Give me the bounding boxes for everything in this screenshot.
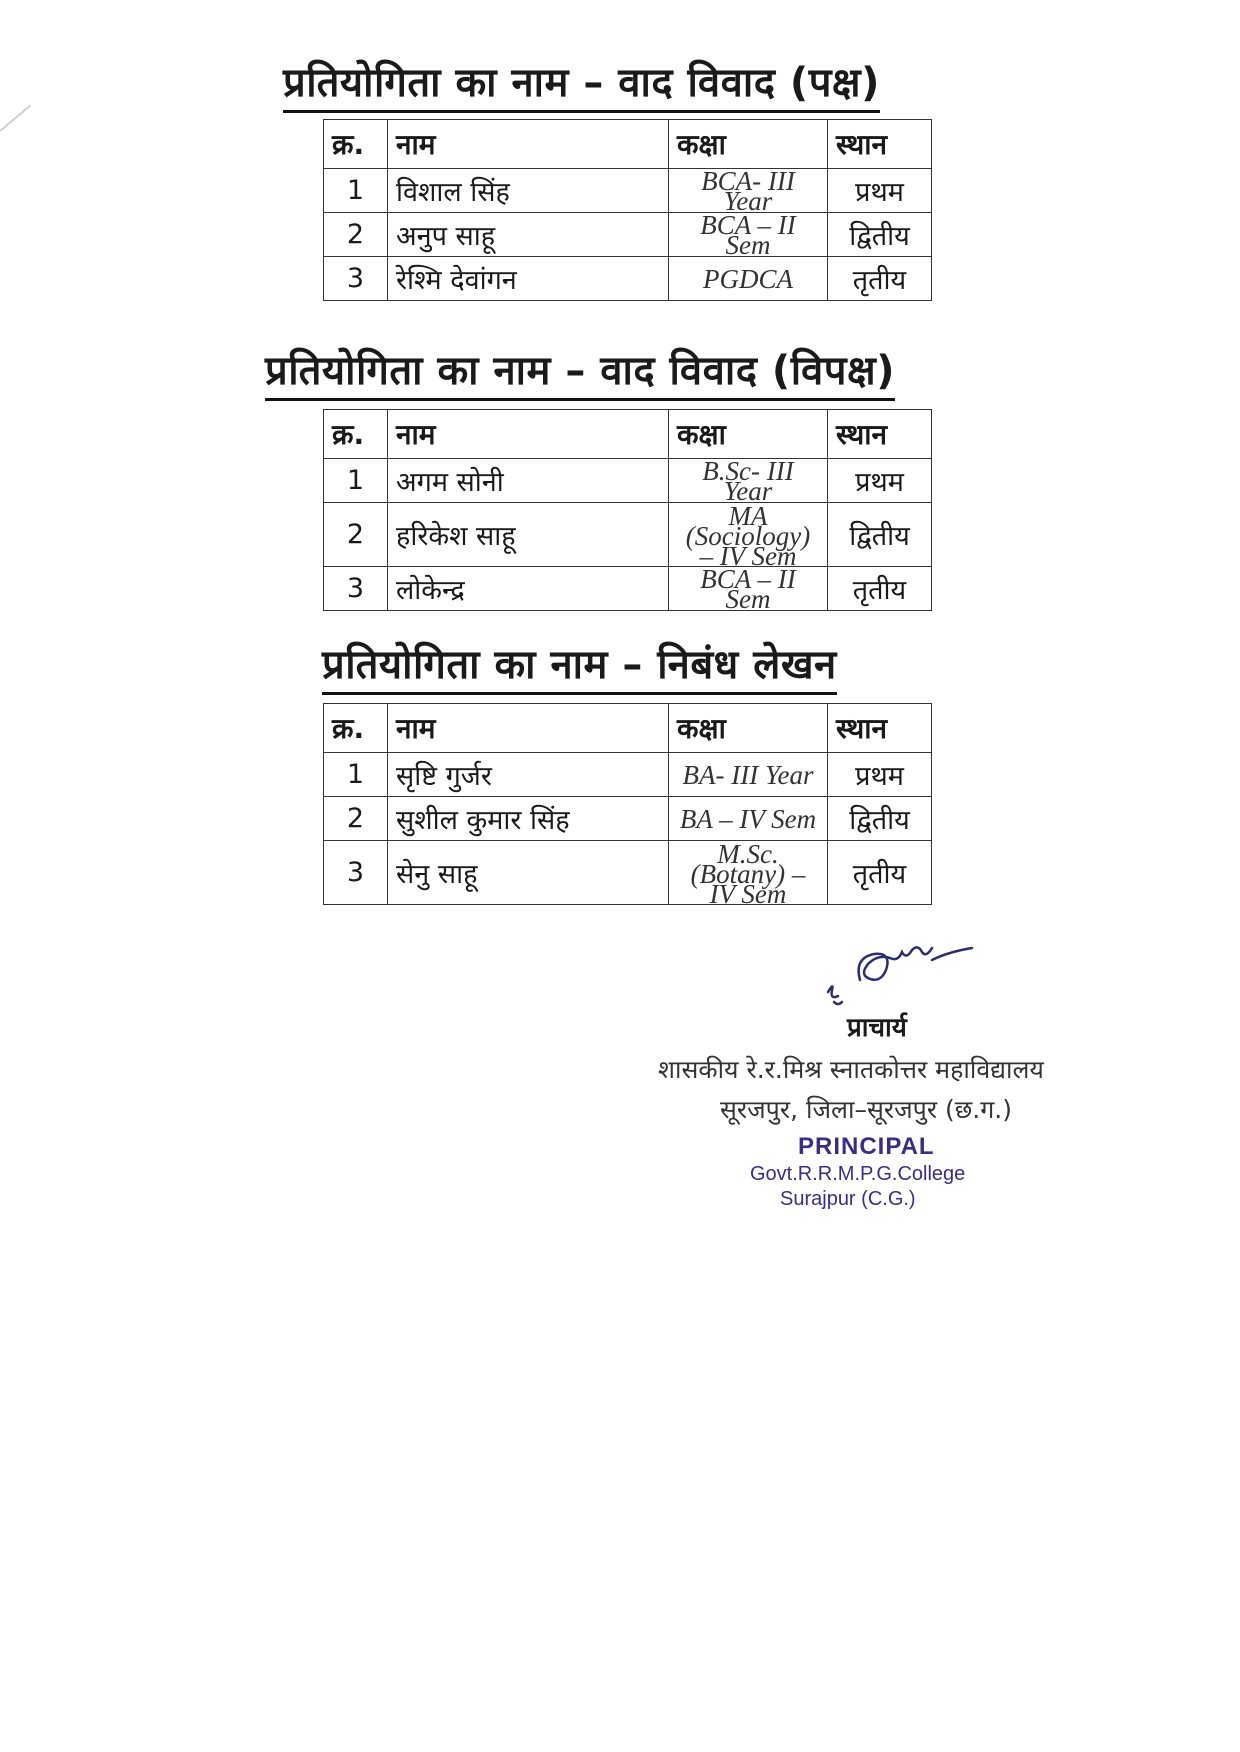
class-cell: BCA – II Sem [669,567,828,611]
class-cell: BA – IV Sem [669,797,828,841]
class-cell: B.Sc- III Year [669,459,828,503]
college-address: सूरजपुर, जिला–सूरजपुर (छ.ग.) [720,1095,1012,1124]
place-cell: प्रथम [828,753,932,797]
table-header-row [324,120,932,169]
header-name: नाम [388,704,669,753]
serial-cell: 2 [324,213,388,257]
header-serial: क्र. [324,704,388,753]
header-name: नाम [388,410,669,459]
class-cell: BCA – II Sem [669,213,828,257]
stamp-location: Surajpur (C.G.) [780,1188,916,1210]
header-name: नाम [388,120,669,169]
stamp-college: Govt.R.R.M.P.G.College [750,1163,966,1185]
header-class: कक्षा [669,410,828,459]
table-row [324,567,932,611]
table-header-row [324,704,932,753]
table-row [324,841,932,905]
class-cell: BCA- III Year [669,169,828,213]
section-title: प्रतियोगिता का नाम – वाद विवाद (विपक्ष) [265,346,895,401]
serial-cell: 1 [324,459,388,503]
header-place: स्थान [828,410,932,459]
header-serial: क्र. [324,410,388,459]
results-table [323,703,932,909]
name-cell: अगम सोनी [388,459,669,503]
signature-block [640,930,1140,1230]
table-row [324,459,932,503]
name-cell: लोकेन्द्र [388,567,669,611]
header-place: स्थान [828,120,932,169]
class-cell: MA (Sociology) – IV Sem [669,503,828,567]
scan-fold-mark [0,105,31,132]
college-name: शासकीय रे.र.मिश्र स्नातकोत्तर महाविद्यालय [658,1055,1044,1084]
serial-cell: 2 [324,503,388,567]
place-cell: द्वितीय [828,797,932,841]
results-table [323,409,932,614]
section-title: प्रतियोगिता का नाम – निबंध लेखन [322,640,837,695]
table-header-row [324,410,932,459]
place-cell: तृतीय [828,567,932,611]
handwritten-signature [820,930,990,1020]
serial-cell: 3 [324,257,388,301]
stamp-title: PRINCIPAL [798,1133,935,1160]
header-serial: क्र. [324,120,388,169]
class-cell: M.Sc. (Botany) – IV Sem [669,841,828,905]
name-cell: अनुप साहू [388,213,669,257]
header-class: कक्षा [669,704,828,753]
place-cell: प्रथम [828,459,932,503]
name-cell: सृष्टि गुर्जर [388,753,669,797]
table-row [324,213,932,257]
place-cell: तृतीय [828,841,932,905]
table-row [324,503,932,567]
serial-cell: 1 [324,169,388,213]
name-cell: हरिकेश साहू [388,503,669,567]
principal-stamp [750,1132,965,1212]
serial-cell: 3 [324,567,388,611]
table-row [324,257,932,301]
name-cell: सुशील कुमार सिंह [388,797,669,841]
place-cell: द्वितीय [828,503,932,567]
name-cell: रेश्मि देवांगन [388,257,669,301]
designation-label: प्राचार्य [847,1013,907,1043]
section-title: प्रतियोगिता का नाम – वाद विवाद (पक्ष) [283,58,880,113]
class-cell: PGDCA [669,257,828,301]
header-class: कक्षा [669,120,828,169]
name-cell: सेनु साहू [388,841,669,905]
class-cell: BA- III Year [669,753,828,797]
table-row [324,169,932,213]
serial-cell: 2 [324,797,388,841]
serial-cell: 3 [324,841,388,905]
place-cell: प्रथम [828,169,932,213]
name-cell: विशाल सिंह [388,169,669,213]
serial-cell: 1 [324,753,388,797]
table-row [324,797,932,841]
results-table [323,119,932,301]
place-cell: द्वितीय [828,213,932,257]
table-row [324,753,932,797]
place-cell: तृतीय [828,257,932,301]
header-place: स्थान [828,704,932,753]
